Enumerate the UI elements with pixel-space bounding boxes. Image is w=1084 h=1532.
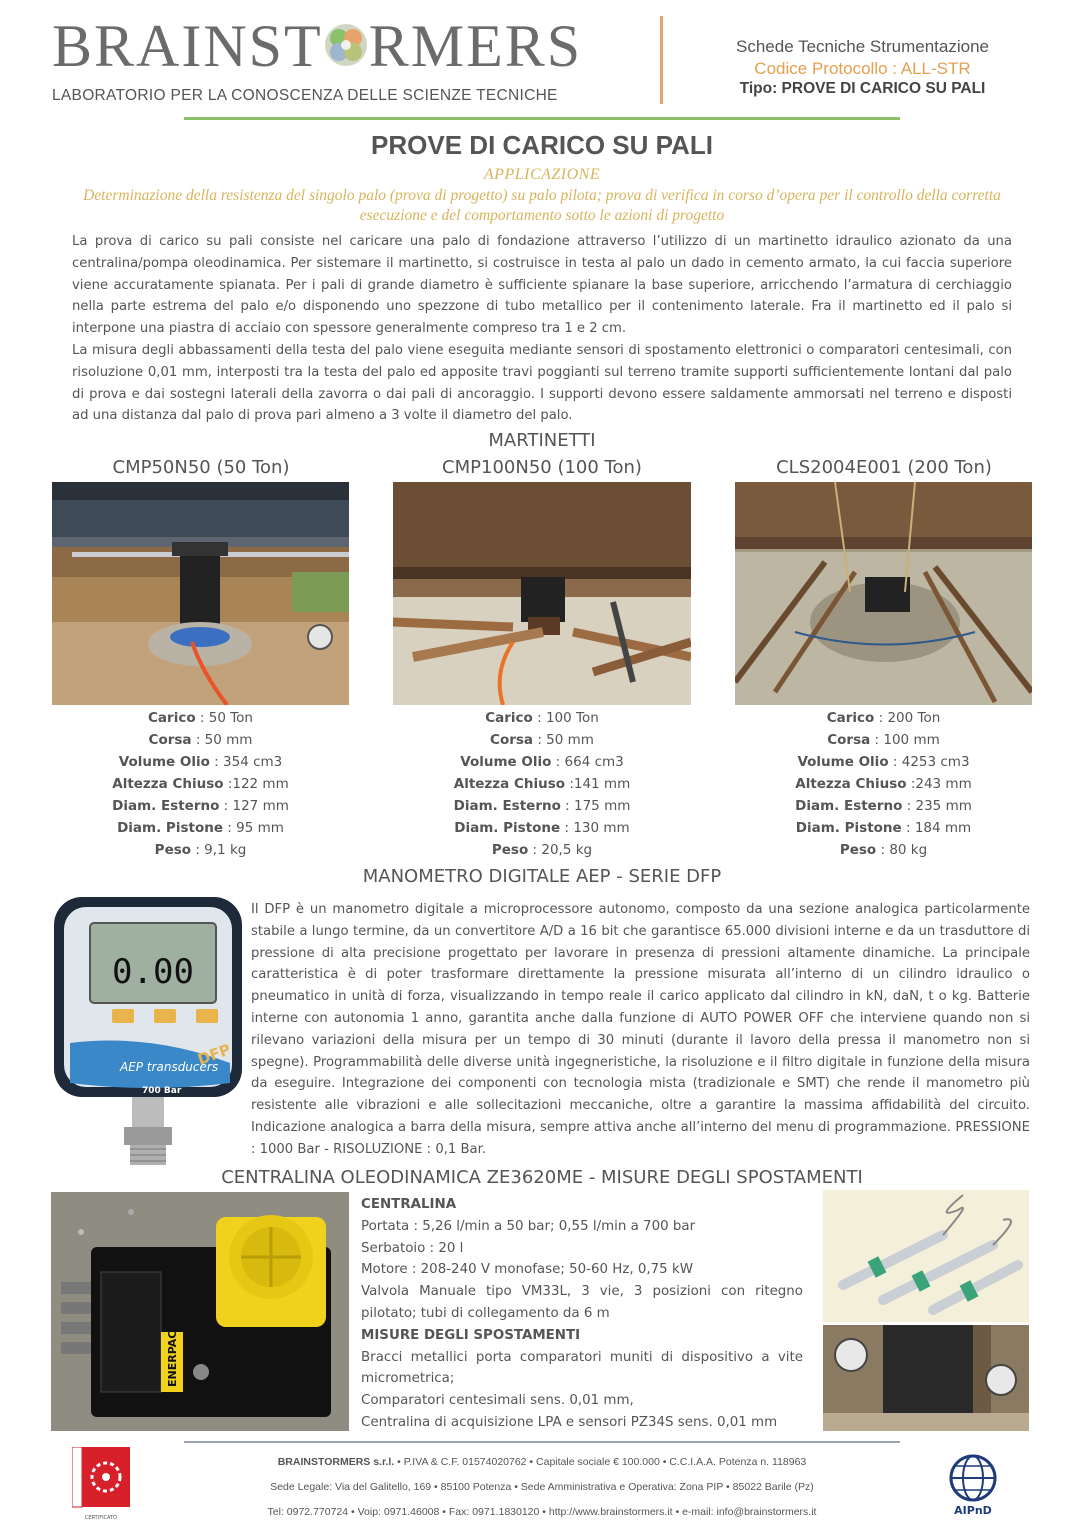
spec-row: Altezza Chiuso :243 mm [795, 776, 972, 792]
jack-name-3: CLS2004E001 (200 Ton) [776, 457, 992, 478]
jack-specs-3 [735, 707, 1032, 861]
spec-row: Corsa : 50 mm [148, 732, 253, 748]
intro-paragraph-1: La prova di carico su pali consiste nel caricare una palo di fondazione attraverso l’utilizzo di un martinetto idraulico azionato da una centralina/pompa oleodinamica. Per sistemare il martinetto, si costruisce in testa al palo un dado in cemento armato, la cui faccia superiore viene accuratamente spianata. Per i pali di grande diametro è sufficiente spianare la base superiore, arricchendo l’armatura di cerchiaggio nella parte estrema del palo e/o disponendo uno spezzone di tubo metallico per il contenimento laterale. Fra il martinetto ed il palo si interpone una piastra di acciaio con spessore generalmente compreso tra 1 e 2 cm. [72, 234, 1012, 337]
manometro-heading: MANOMETRO DIGITALE AEP - SERIE DFP [362, 866, 722, 887]
aipnd-text: AIPnD [954, 1504, 992, 1517]
spec-row: Carico : 200 Ton [826, 710, 941, 726]
footer-line-3: Tel: 0972.770724 • Voip: 0971.46008 • Fax: 0971.1830120 • http://www.brainstormers.it • e-mail: info@brainstormers.it [267, 1506, 817, 1518]
footer-line-2: Sede Legale: Via del Galitello, 169 • 85100 Potenza • Sede Amministrativa e Operativa: Zona PIP • 85022 Barile (Pz) [270, 1481, 814, 1493]
spec-row: Diam. Esterno : 235 mm [795, 798, 972, 814]
jack-name-2: CMP100N50 (100 Ton) [442, 457, 642, 478]
centralina-line: Valvola Manuale tipo VM33L, 3 vie, 3 posizioni con ritegno pilotato; tubi di collegamento da 6 m [361, 1284, 803, 1321]
jack-specs-1 [52, 707, 349, 861]
spec-row: Volume Olio : 354 cm3 [118, 754, 283, 770]
brand-text-b: RMERS [368, 13, 583, 79]
header-rule [184, 117, 900, 120]
spec-row: Volume Olio : 4253 cm3 [797, 754, 970, 770]
pump-photo [51, 1192, 349, 1431]
header-doc-type: Schede Tecniche Strumentazione [736, 37, 989, 56]
brand-logo [52, 14, 582, 78]
misure-line: Bracci metallici porta comparatori muniti di dispositivo a vite micrometrica; [361, 1349, 803, 1387]
spec-row: Peso : 20,5 kg [491, 842, 593, 858]
spec-row: Peso : 80 kg [839, 842, 928, 858]
misure-subheading: MISURE DEGLI SPOSTAMENTI [361, 1327, 581, 1343]
manometro-text: Il DFP è un manometro digitale a microprocessore autonomo, composto da una sezione analogica particolarmente stabile a lungo termine, da un convertitore A/D a 16 bit che garantisce 65.000 divisioni interne e da un trasduttore di pressione di alta precisione progettato per lavorare in presenza di pressioni altamente dinamiche. La principale caratteristica è di poter trasformare direttamente la pressione misurata all’interno di un cilindro idraulico o pneumatico in unità di forza, visualizzando in tempo reale il carico applicato dal cilindro in kN, daN, t o kg. Batterie interne con autonomia 1 anno, garantita anche dalla funzione di AUTO POWER OFF che interviene quando non si rilevano variazioni della misura per un tempo di 30 minuti (durante il lavoro della pressa il manometro non si spegne). Programmabilità delle diverse unità ingegneristiche, la risoluzione e il filtro digitale in funzione della misura da eseguire. Integrazione dei componenti con tecnologia mista (tradizionale e SMT) che rende il manometro più resistente alle vibrazioni e alle sollecitazioni meccaniche, oltre a garantire la massima affidabilità del circuito. Indicazione analogica a barra della misura, sempre attiva anche all’interno del menu di programmazione. PRESSIONE : 1000 Bar - RISOLUZIONE : 0,1 Bar. [251, 902, 1030, 1157]
spec-row: Altezza Chiuso :122 mm [112, 776, 289, 792]
centralina-line: Portata : 5,26 l/min a 50 bar; 0,55 l/min a 700 bar [361, 1218, 696, 1234]
device-model: DFP [195, 1040, 234, 1069]
centralina-specs [361, 1194, 803, 1434]
header-protocol-code: Codice Protocollo : ALL-STR [754, 59, 971, 78]
intro-paragraph-2: La misura degli abbassamenti della testa del palo viene eseguita mediante sensori di spostamento elettronici o comparatori centesimali, con risoluzione 0,01 mm, interposti tra la testa del palo ed apposite travi poggianti sul terreno tramite supporti sufficientemente lontani dal palo di prova e dai sostegni laterali della zavorra o dai pali di ancoraggio. I supporti devono essere saldamente ammorsati nel terreno e disposti ad una distanza dal palo di prova pari almeno a 3 volte il diametro del palo. [72, 343, 1012, 424]
spec-row: Diam. Esterno : 127 mm [112, 798, 289, 814]
spec-row: Diam. Pistone : 184 mm [795, 820, 972, 836]
spec-row: Carico : 100 Ton [485, 710, 599, 726]
jack-photo-1 [52, 482, 349, 705]
misure-line: Centralina di acquisizione LPA e sensori PZ34S sens. 0,01 mm [361, 1414, 778, 1430]
spec-row: Corsa : 100 mm [827, 732, 940, 748]
application-text: Determinazione della resistenza del singolo palo (prova di progetto) su palo pilota; prova di verifica in corso d’opera per il controllo della corretta esecuzione e del comportamento sotto le azioni di progetto [83, 187, 1001, 224]
comparator-photo [823, 1325, 1029, 1431]
brand-tagline: LABORATORIO PER LA CONOSCENZA DELLE SCIENZE TECNICHE [52, 87, 558, 104]
pump-brand: ENERPAC [166, 1330, 179, 1387]
brand-globe-icon [323, 22, 369, 68]
spec-row: Altezza Chiuso :141 mm [453, 776, 631, 792]
spec-row: Diam. Pistone : 130 mm [454, 820, 630, 836]
display-value: 0.00 [112, 952, 194, 992]
application-heading: APPLICAZIONE [483, 166, 601, 183]
centralina-heading: CENTRALINA OLEODINAMICA ZE3620ME - MISURE DEGLI SPOSTAMENTI [221, 1167, 863, 1188]
spec-row: Volume Olio : 664 cm3 [460, 754, 624, 770]
footer-line-1: BRAINSTORMERS s.r.l. • P.IVA & C.F. 01574020762 • Capitale sociale € 100.000 • C.C.I.A.A. Potenza n. 118963 [277, 1456, 807, 1468]
jack-photo-3 [735, 482, 1032, 705]
footer-rule [184, 1441, 900, 1443]
centralina-line: Serbatoio : 20 l [361, 1240, 464, 1256]
misure-line: Comparatori centesimali sens. 0,01 mm, [361, 1393, 634, 1409]
jack-photo-2 [393, 482, 691, 705]
centralina-subheading: CENTRALINA [361, 1197, 457, 1212]
device-label: AEP transducers [120, 1060, 219, 1074]
sensors-photo [823, 1190, 1029, 1322]
spec-row: Diam. Pistone : 95 mm [117, 820, 284, 836]
spec-row: Corsa : 50 mm [490, 732, 594, 748]
aipnd-logo [940, 1452, 1006, 1518]
jack-specs-2 [393, 707, 691, 861]
centralina-line: Motore : 208-240 V monofase; 50-60 Hz, 0,75 kW [361, 1262, 693, 1278]
spec-row: Peso : 9,1 kg [154, 842, 247, 858]
device-range: 700 Bar [142, 1086, 182, 1096]
brand-text-a: BRAINST [52, 13, 323, 79]
spec-row: Carico : 50 Ton [148, 710, 253, 726]
jack-name-1: CMP50N50 (50 Ton) [112, 457, 290, 478]
certificate-logo [72, 1447, 130, 1523]
spec-row: Diam. Esterno : 175 mm [453, 798, 631, 814]
header-test-type: Tipo: PROVE DI CARICO SU PALI [739, 80, 986, 97]
page-title: PROVE DI CARICO SU PALI [371, 130, 713, 160]
header-divider [660, 16, 663, 104]
certificate-text: CERTIFICATO [84, 1515, 118, 1521]
martinetti-heading: MARTINETTI [488, 430, 596, 451]
manometer-device [50, 893, 246, 1168]
